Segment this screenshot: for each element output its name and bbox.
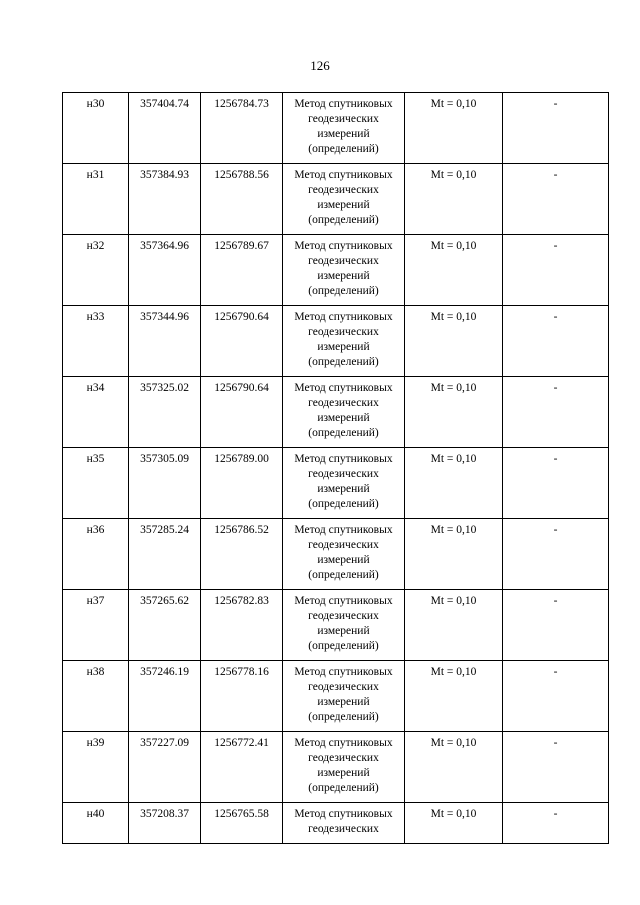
method-cell [283, 377, 405, 448]
method-cell [283, 590, 405, 661]
x-coordinate-cell: 357364.96 [129, 235, 201, 306]
note-cell: - [503, 164, 609, 235]
method-line: геодезических [308, 681, 379, 693]
x-coordinate-cell: 357325.02 [129, 377, 201, 448]
accuracy-cell: Mt = 0,10 [405, 803, 503, 844]
method-line: геодезических [308, 113, 379, 125]
method-line: геодезических [308, 255, 379, 267]
method-line: Метод спутниковых [294, 524, 393, 536]
method-line: измерений [317, 341, 370, 353]
method-cell [283, 235, 405, 306]
accuracy-cell: Mt = 0,10 [405, 164, 503, 235]
method-line: геодезических [308, 823, 379, 835]
point-name-cell: н32 [63, 235, 129, 306]
point-name-cell: н39 [63, 732, 129, 803]
method-line: Метод спутниковых [294, 98, 393, 110]
method-cell [283, 164, 405, 235]
point-name-cell: н36 [63, 519, 129, 590]
x-coordinate-cell: 357208.37 [129, 803, 201, 844]
y-coordinate-cell: 1256765.58 [201, 803, 283, 844]
note-cell: - [503, 306, 609, 377]
method-line: измерений [317, 483, 370, 495]
table-row [63, 732, 609, 803]
method-line: (определений) [308, 569, 379, 581]
y-coordinate-cell: 1256790.64 [201, 306, 283, 377]
accuracy-cell: Mt = 0,10 [405, 590, 503, 661]
point-name-cell: н31 [63, 164, 129, 235]
method-line: геодезических [308, 610, 379, 622]
x-coordinate-cell: 357384.93 [129, 164, 201, 235]
note-cell: - [503, 803, 609, 844]
table-row [63, 235, 609, 306]
note-cell: - [503, 732, 609, 803]
note-cell: - [503, 661, 609, 732]
y-coordinate-cell: 1256782.83 [201, 590, 283, 661]
method-line: (определений) [308, 498, 379, 510]
note-cell: - [503, 93, 609, 164]
y-coordinate-cell: 1256789.00 [201, 448, 283, 519]
x-coordinate-cell: 357344.96 [129, 306, 201, 377]
accuracy-cell: Mt = 0,10 [405, 377, 503, 448]
point-name-cell: н37 [63, 590, 129, 661]
accuracy-cell: Mt = 0,10 [405, 93, 503, 164]
table-row [63, 93, 609, 164]
x-coordinate-cell: 357246.19 [129, 661, 201, 732]
method-line: геодезических [308, 539, 379, 551]
y-coordinate-cell: 1256786.52 [201, 519, 283, 590]
y-coordinate-cell: 1256772.41 [201, 732, 283, 803]
method-line: измерений [317, 767, 370, 779]
note-cell: - [503, 519, 609, 590]
method-line: геодезических [308, 184, 379, 196]
method-cell [283, 519, 405, 590]
method-line: геодезических [308, 397, 379, 409]
y-coordinate-cell: 1256778.16 [201, 661, 283, 732]
method-line: измерений [317, 270, 370, 282]
note-cell: - [503, 235, 609, 306]
point-name-cell: н35 [63, 448, 129, 519]
point-name-cell: н40 [63, 803, 129, 844]
table-row [63, 661, 609, 732]
method-line: геодезических [308, 752, 379, 764]
point-name-cell: н38 [63, 661, 129, 732]
method-line: Метод спутниковых [294, 382, 393, 394]
method-line: (определений) [308, 427, 379, 439]
method-cell [283, 732, 405, 803]
method-line: (определений) [308, 356, 379, 368]
y-coordinate-cell: 1256790.64 [201, 377, 283, 448]
method-line: измерений [317, 199, 370, 211]
method-line: геодезических [308, 326, 379, 338]
table-row [63, 164, 609, 235]
method-cell [283, 448, 405, 519]
method-line: измерений [317, 128, 370, 140]
method-line: Метод спутниковых [294, 808, 393, 820]
method-line: Метод спутниковых [294, 311, 393, 323]
accuracy-cell: Mt = 0,10 [405, 661, 503, 732]
method-line: Метод спутниковых [294, 169, 393, 181]
accuracy-cell: Mt = 0,10 [405, 306, 503, 377]
table-row [63, 377, 609, 448]
method-line: измерений [317, 696, 370, 708]
method-line: Метод спутниковых [294, 453, 393, 465]
accuracy-cell: Mt = 0,10 [405, 732, 503, 803]
method-line: геодезических [308, 468, 379, 480]
method-line: (определений) [308, 143, 379, 155]
method-cell [283, 661, 405, 732]
note-cell: - [503, 377, 609, 448]
accuracy-cell: Mt = 0,10 [405, 235, 503, 306]
point-name-cell: н33 [63, 306, 129, 377]
coordinates-table [62, 92, 609, 844]
table-row [63, 519, 609, 590]
method-line: измерений [317, 554, 370, 566]
note-cell: - [503, 590, 609, 661]
y-coordinate-cell: 1256788.56 [201, 164, 283, 235]
x-coordinate-cell: 357305.09 [129, 448, 201, 519]
note-cell: - [503, 448, 609, 519]
method-line: Метод спутниковых [294, 737, 393, 749]
method-line: (определений) [308, 782, 379, 794]
accuracy-cell: Mt = 0,10 [405, 519, 503, 590]
point-name-cell: н34 [63, 377, 129, 448]
method-line: Метод спутниковых [294, 595, 393, 607]
method-cell [283, 803, 405, 844]
table-row [63, 590, 609, 661]
page-number: 126 [310, 58, 330, 73]
method-line: (определений) [308, 640, 379, 652]
x-coordinate-cell: 357285.24 [129, 519, 201, 590]
y-coordinate-cell: 1256784.73 [201, 93, 283, 164]
method-cell [283, 93, 405, 164]
method-line: измерений [317, 625, 370, 637]
method-line: (определений) [308, 711, 379, 723]
x-coordinate-cell: 357404.74 [129, 93, 201, 164]
method-cell [283, 306, 405, 377]
method-line: (определений) [308, 285, 379, 297]
method-line: (определений) [308, 214, 379, 226]
y-coordinate-cell: 1256789.67 [201, 235, 283, 306]
table-row [63, 803, 609, 844]
method-line: измерений [317, 412, 370, 424]
method-line: Метод спутниковых [294, 240, 393, 252]
table-row [63, 306, 609, 377]
method-line: Метод спутниковых [294, 666, 393, 678]
table-row [63, 448, 609, 519]
x-coordinate-cell: 357227.09 [129, 732, 201, 803]
accuracy-cell: Mt = 0,10 [405, 448, 503, 519]
point-name-cell: н30 [63, 93, 129, 164]
x-coordinate-cell: 357265.62 [129, 590, 201, 661]
